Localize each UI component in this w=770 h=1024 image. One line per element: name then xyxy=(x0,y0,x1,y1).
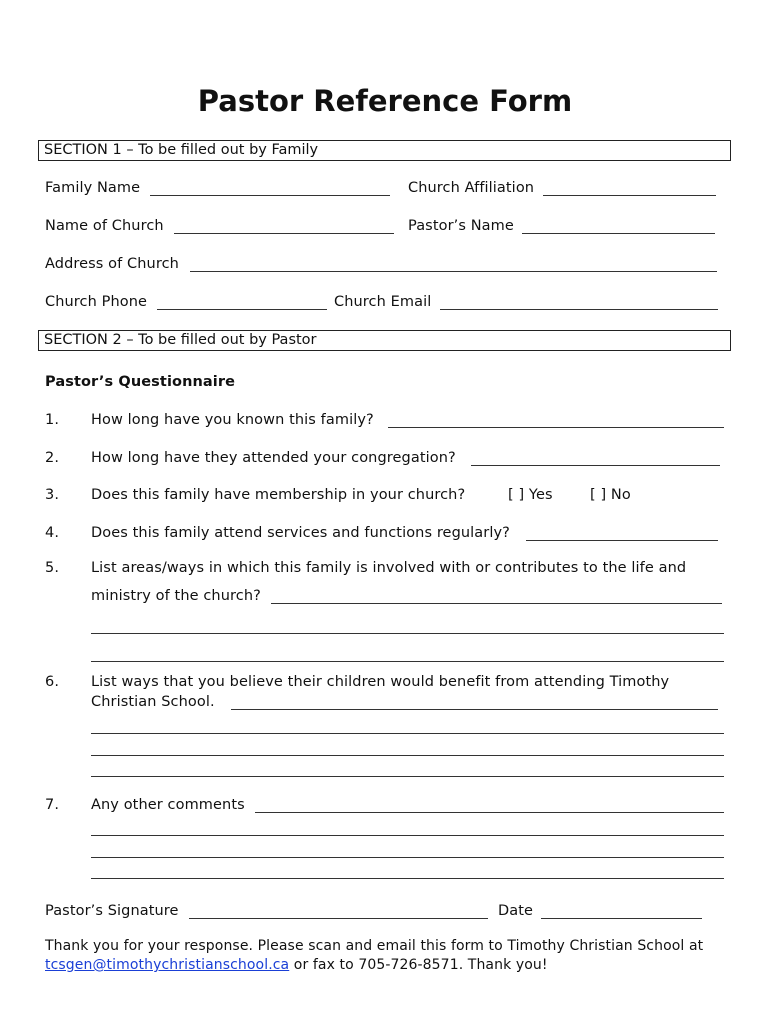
question-1-number: 1. xyxy=(45,412,60,428)
church-phone-field[interactable] xyxy=(157,309,327,310)
question-7-number: 7. xyxy=(45,797,60,813)
no-checkbox[interactable]: [ ] No xyxy=(590,487,631,503)
footer-line-2-rest: or fax to 705-726-8571. Thank you! xyxy=(289,957,548,973)
question-5-answer-line[interactable] xyxy=(271,603,722,604)
question-5-number: 5. xyxy=(45,560,60,576)
address-of-church-field[interactable] xyxy=(190,271,717,272)
question-5-text-cont: ministry of the church? xyxy=(91,588,261,604)
pastors-name-label: Pastor’s Name xyxy=(408,218,514,234)
question-6-answer-line[interactable] xyxy=(91,755,724,756)
date-field[interactable] xyxy=(541,918,702,919)
question-7-answer-line[interactable] xyxy=(91,878,724,879)
section-1-heading: SECTION 1 – To be filled out by Family xyxy=(44,142,319,158)
question-2-answer-line[interactable] xyxy=(471,465,720,466)
question-7-answer-line[interactable] xyxy=(91,857,724,858)
question-6-answer-line[interactable] xyxy=(91,733,724,734)
question-5-text: List areas/ways in which this family is involved with or contributes to the life and xyxy=(91,560,687,576)
question-1-text: How long have you known this family? xyxy=(91,412,374,428)
page-title: Pastor Reference Form xyxy=(197,84,573,118)
question-4-text: Does this family attend services and functions regularly? xyxy=(91,525,510,541)
question-2-number: 2. xyxy=(45,450,60,466)
address-of-church-label: Address of Church xyxy=(45,256,179,272)
question-5-answer-line[interactable] xyxy=(91,633,724,634)
questionnaire-heading: Pastor’s Questionnaire xyxy=(45,374,236,390)
footer-line-2 xyxy=(45,957,548,973)
question-4-number: 4. xyxy=(45,525,60,541)
question-1-answer-line[interactable] xyxy=(388,427,724,428)
section-2-header xyxy=(38,330,731,351)
pastors-signature-label: Pastor’s Signature xyxy=(45,903,179,919)
question-4-answer-line[interactable] xyxy=(526,540,718,541)
church-affiliation-label: Church Affiliation xyxy=(408,180,535,196)
church-email-label: Church Email xyxy=(334,294,432,310)
section-1-header xyxy=(38,140,731,161)
question-6-text-cont: Christian School. xyxy=(91,694,215,710)
family-name-field[interactable] xyxy=(150,195,390,196)
pastors-signature-field[interactable] xyxy=(189,918,488,919)
name-of-church-field[interactable] xyxy=(174,233,394,234)
church-email-field[interactable] xyxy=(440,309,718,310)
question-7-answer-line[interactable] xyxy=(91,835,724,836)
question-6-answer-line[interactable] xyxy=(91,776,724,777)
footer-line-1: Thank you for your response. Please scan and email this form to Timothy Christian School at xyxy=(45,938,704,954)
question-3-number: 3. xyxy=(45,487,60,503)
question-6-number: 6. xyxy=(45,674,60,690)
church-affiliation-field[interactable] xyxy=(543,195,716,196)
yes-checkbox[interactable]: [ ] Yes xyxy=(508,487,553,503)
pastors-name-field[interactable] xyxy=(522,233,715,234)
question-7-answer-line[interactable] xyxy=(255,812,724,813)
date-label: Date xyxy=(498,903,534,919)
question-3-text: Does this family have membership in your church? xyxy=(91,487,466,503)
family-name-label: Family Name xyxy=(45,180,141,196)
question-6-text: List ways that you believe their children would benefit from attending Timothy xyxy=(91,674,670,690)
question-7-text: Any other comments xyxy=(91,797,245,813)
question-2-text: How long have they attended your congregation? xyxy=(91,450,456,466)
question-6-answer-line[interactable] xyxy=(231,709,718,710)
name-of-church-label: Name of Church xyxy=(45,218,164,234)
church-phone-label: Church Phone xyxy=(45,294,148,310)
section-2-heading: SECTION 2 – To be filled out by Pastor xyxy=(44,332,317,348)
question-5-answer-line[interactable] xyxy=(91,661,724,662)
email-link[interactable]: tcsgen@timothychristianschool.ca xyxy=(45,957,290,973)
